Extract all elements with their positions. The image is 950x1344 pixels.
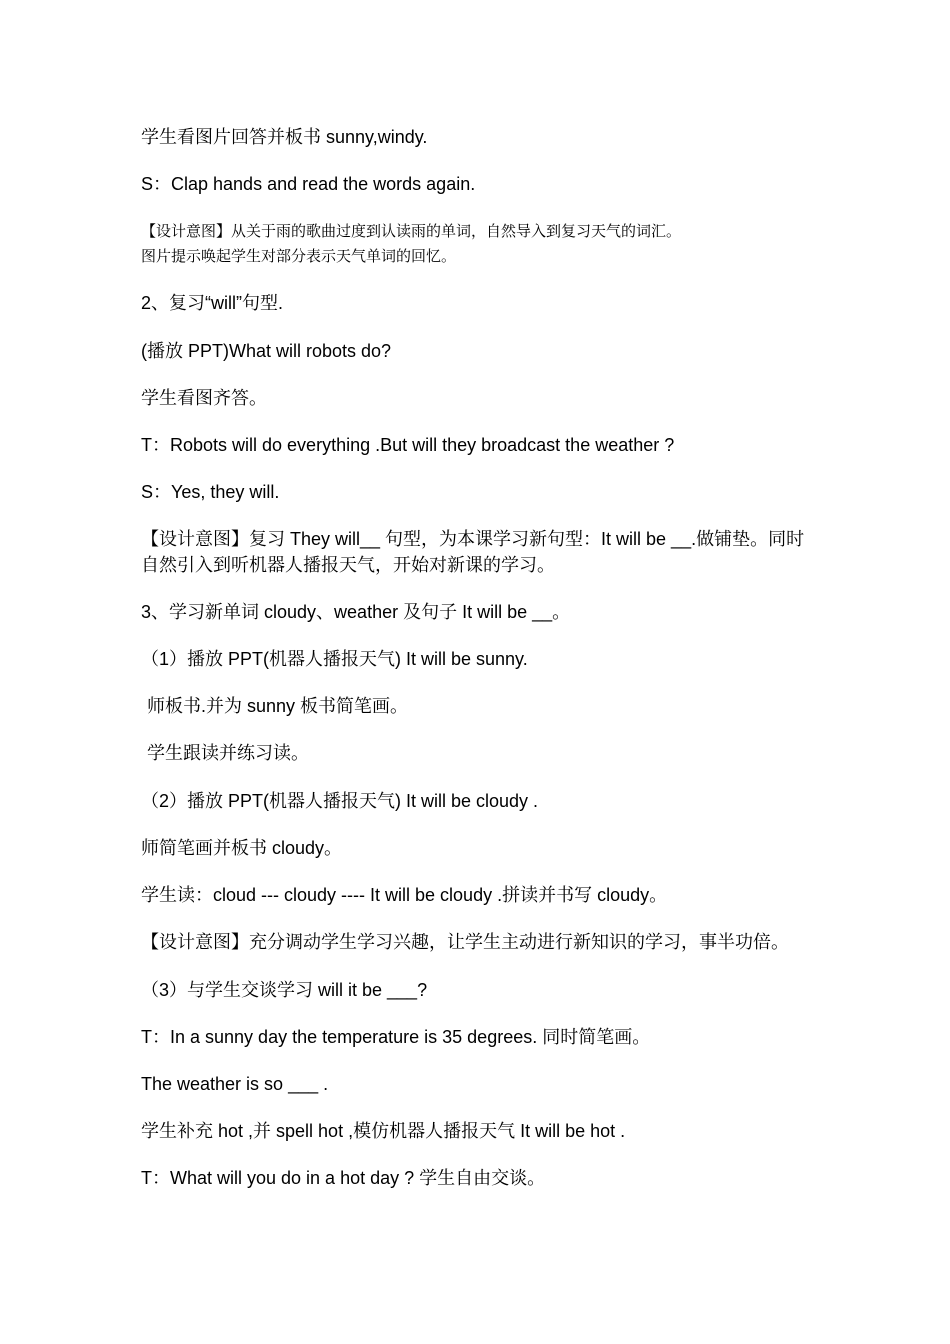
section-heading: 3、学习新单词 cloudy、weather 及句子 It will be __。 xyxy=(141,602,571,622)
text-line: 师板书.并为 sunny 板书简笔画。 xyxy=(147,696,409,716)
text-line: T：Robots will do everything .But will they broadcast the weather ? xyxy=(141,435,675,455)
text-line: 学生补充 hot ,并 spell hot ,模仿机器人播报天气 It will be hot . xyxy=(141,1121,626,1141)
text-line: 学生看图片回答并板书 sunny,windy. xyxy=(141,127,428,147)
design-intent-note: 【设计意图】复习 They will__ 句型，为本课学习新句型：It will be __.做铺垫。同时 xyxy=(141,529,805,549)
design-intent-note: 【设计意图】从关于雨的歌曲过度到认读雨的单词，自然导入到复习天气的词汇。 xyxy=(141,222,682,240)
text-line: The weather is so ___ . xyxy=(141,1074,329,1094)
text-line: 学生读：cloud --- cloudy ---- It will be cloudy .拼读并书写 cloudy。 xyxy=(141,885,668,905)
design-intent-note: 【设计意图】充分调动学生学习兴趣，让学生主动进行新知识的学习，事半功倍。 xyxy=(141,932,789,952)
text-line: T：What will you do in a hot day ? 学生自由交谈。 xyxy=(141,1168,546,1188)
design-intent-note: 图片提示唤起学生对部分表示天气单词的回忆。 xyxy=(141,247,457,265)
text-line: S：Clap hands and read the words again. xyxy=(141,174,476,194)
text-line: T：In a sunny day the temperature is 35 degrees. 同时简笔画。 xyxy=(141,1027,651,1047)
text-line: （2）播放 PPT(机器人播报天气) It will be cloudy . xyxy=(141,791,539,811)
section-heading: 2、复习“will”句型. xyxy=(141,293,283,313)
text-line: 学生跟读并练习读。 xyxy=(147,743,309,763)
text-line: （3）与学生交谈学习 will it be ___? xyxy=(141,980,428,1000)
text-line: 师简笔画并板书 cloudy。 xyxy=(141,838,343,858)
design-intent-note: 自然引入到听机器人播报天气，开始对新课的学习。 xyxy=(141,555,555,575)
text-line: S：Yes, they will. xyxy=(141,482,280,502)
text-line: （1）播放 PPT(机器人播报天气) It will be sunny. xyxy=(141,649,528,669)
text-line: (播放 PPT)What will robots do? xyxy=(141,341,392,361)
text-line: 学生看图齐答。 xyxy=(141,388,267,408)
